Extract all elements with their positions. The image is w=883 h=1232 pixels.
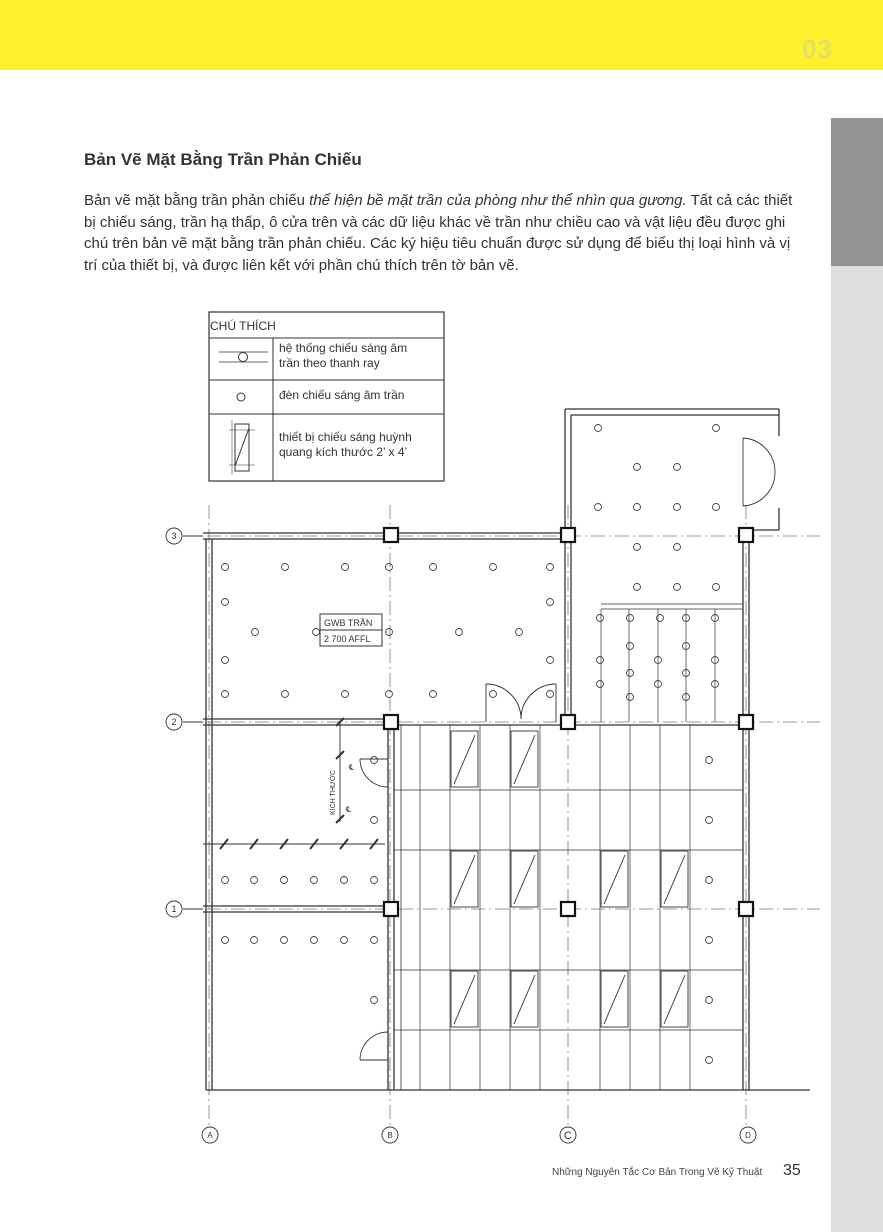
recessed-light bbox=[371, 937, 378, 944]
recessed-light bbox=[713, 425, 720, 432]
recessed-light bbox=[627, 694, 634, 701]
recessed-light bbox=[516, 629, 523, 636]
recessed-light bbox=[386, 691, 393, 698]
column bbox=[384, 528, 398, 542]
east-door bbox=[743, 438, 775, 506]
recessed-light bbox=[595, 504, 602, 511]
recessed-light bbox=[456, 629, 463, 636]
grid-row-1: 1 bbox=[171, 904, 177, 914]
track-lighting bbox=[203, 839, 385, 849]
recessed-light bbox=[706, 997, 713, 1004]
svg-text:℄: ℄ bbox=[346, 805, 352, 814]
grid-col-b: B bbox=[387, 1131, 393, 1140]
recessed-light bbox=[371, 817, 378, 824]
dimension-label: KÍCH THƯỚC bbox=[330, 770, 337, 815]
ceiling-tag-material: GWB TRẦN bbox=[324, 618, 373, 628]
recessed-light bbox=[706, 1057, 713, 1064]
recessed-light bbox=[595, 425, 602, 432]
recessed-light bbox=[371, 997, 378, 1004]
footer-book-title: Những Nguyên Tắc Cơ Bản Trong Vẽ Kỹ Thuật bbox=[552, 1167, 763, 1178]
recessed-light bbox=[371, 757, 378, 764]
grid-lines bbox=[183, 505, 820, 1126]
recessed-light bbox=[313, 629, 320, 636]
recessed-light bbox=[706, 937, 713, 944]
column bbox=[384, 902, 398, 916]
ceiling-grid bbox=[394, 604, 743, 1090]
recessed-light bbox=[341, 937, 348, 944]
recessed-light bbox=[547, 599, 554, 606]
recessed-light bbox=[634, 584, 641, 591]
section-heading: Bản Vẽ Mặt Bằng Trần Phản Chiếu bbox=[84, 150, 362, 169]
recessed-light bbox=[222, 564, 229, 571]
recessed-light bbox=[282, 691, 289, 698]
recessed-light bbox=[222, 691, 229, 698]
recessed-light bbox=[342, 691, 349, 698]
grid-col-d: D bbox=[745, 1131, 751, 1140]
recessed-light bbox=[597, 615, 604, 622]
ceiling-tag-height: 2 700 AFFL bbox=[324, 634, 371, 644]
grid-col-a: A bbox=[207, 1131, 213, 1140]
legend-row3-line1: thiết bị chiếu sáng huỳnh bbox=[279, 430, 412, 444]
legend-row1-line1: hệ thống chiếu sáng âm bbox=[279, 341, 408, 355]
recessed-light bbox=[706, 817, 713, 824]
svg-text:℄: ℄ bbox=[349, 763, 355, 772]
column bbox=[739, 528, 753, 542]
page-number: 35 bbox=[783, 1162, 801, 1179]
column bbox=[384, 715, 398, 729]
column bbox=[561, 715, 575, 729]
recessed-light bbox=[311, 937, 318, 944]
chapter-number: 03 bbox=[802, 34, 833, 64]
recessed-light bbox=[371, 877, 378, 884]
dimension-line bbox=[336, 718, 355, 823]
paragraph-italic: thể hiện bề mặt trần của phòng như thể nhìn qua gương. bbox=[309, 192, 687, 209]
recessed-light bbox=[597, 681, 604, 688]
fluorescent-legend-icon bbox=[229, 420, 255, 475]
recessed-light bbox=[547, 564, 554, 571]
recessed-light bbox=[342, 564, 349, 571]
legend-row3-line2: quang kích thước 2’ x 4’ bbox=[279, 445, 408, 459]
paragraph-text-rest: Tất cả các thiết bị chiếu sáng, trần hạ thấp, ô cửa trên và các dữ liệu khác về trần như chiều cao và vật liệu đều được ghi chú trên bản vẽ mặt bằng trần phản chiếu. Các ký hiệu tiêu chuẩn được sử dụng để biểu thị loại hình và vị trí của thiết bị, và được liên kết với phần chú thích trên tờ bản vẽ. bbox=[84, 192, 793, 274]
recessed-light bbox=[634, 544, 641, 551]
recessed-light bbox=[490, 691, 497, 698]
recessed-light bbox=[674, 544, 681, 551]
column bbox=[739, 902, 753, 916]
recessed-light bbox=[547, 691, 554, 698]
column bbox=[561, 902, 575, 916]
recessed-light bbox=[634, 504, 641, 511]
column bbox=[561, 528, 575, 542]
recessed-light bbox=[282, 564, 289, 571]
recessed-light bbox=[222, 599, 229, 606]
fluorescent-fixtures bbox=[451, 731, 688, 1027]
recessed-light bbox=[713, 504, 720, 511]
recessed-light bbox=[222, 877, 229, 884]
recessed-light bbox=[490, 564, 497, 571]
grid-col-c: C bbox=[564, 1130, 572, 1142]
track-light-legend-icon bbox=[239, 353, 248, 362]
recessed-light bbox=[430, 564, 437, 571]
recessed-light-legend-icon bbox=[237, 393, 245, 401]
center-double-door bbox=[486, 684, 556, 722]
recessed-light bbox=[706, 877, 713, 884]
legend-title: CHÚ THÍCH bbox=[210, 319, 276, 333]
recessed-light bbox=[674, 464, 681, 471]
recessed-light bbox=[311, 877, 318, 884]
column bbox=[739, 715, 753, 729]
recessed-light bbox=[706, 757, 713, 764]
recessed-light bbox=[222, 657, 229, 664]
recessed-light bbox=[281, 877, 288, 884]
recessed-light bbox=[281, 937, 288, 944]
grid-row-3: 3 bbox=[171, 531, 177, 541]
recessed-light bbox=[222, 937, 229, 944]
recessed-light bbox=[252, 629, 259, 636]
grid-bubbles bbox=[166, 528, 756, 1143]
legend-row2: đèn chiếu sáng âm trần bbox=[279, 388, 405, 402]
recessed-light bbox=[674, 504, 681, 511]
paragraph-text: Bản vẽ mặt bằng trần phản chiếu bbox=[84, 192, 310, 209]
recessed-light bbox=[386, 629, 393, 636]
recessed-light bbox=[627, 643, 634, 650]
recessed-light bbox=[657, 615, 664, 622]
recessed-light bbox=[341, 877, 348, 884]
recessed-light bbox=[430, 691, 437, 698]
recessed-light bbox=[634, 464, 641, 471]
recessed-light bbox=[251, 877, 258, 884]
recessed-light bbox=[597, 657, 604, 664]
recessed-light bbox=[713, 584, 720, 591]
recessed-light bbox=[627, 670, 634, 677]
recessed-light bbox=[674, 584, 681, 591]
recessed-light bbox=[627, 615, 634, 622]
legend-row1-line2: trần theo thanh ray bbox=[279, 356, 380, 370]
recessed-light bbox=[547, 657, 554, 664]
recessed-lights bbox=[222, 425, 720, 1064]
walls bbox=[203, 409, 810, 1090]
recessed-light bbox=[251, 937, 258, 944]
recessed-light bbox=[386, 564, 393, 571]
grid-row-2: 2 bbox=[171, 717, 177, 727]
